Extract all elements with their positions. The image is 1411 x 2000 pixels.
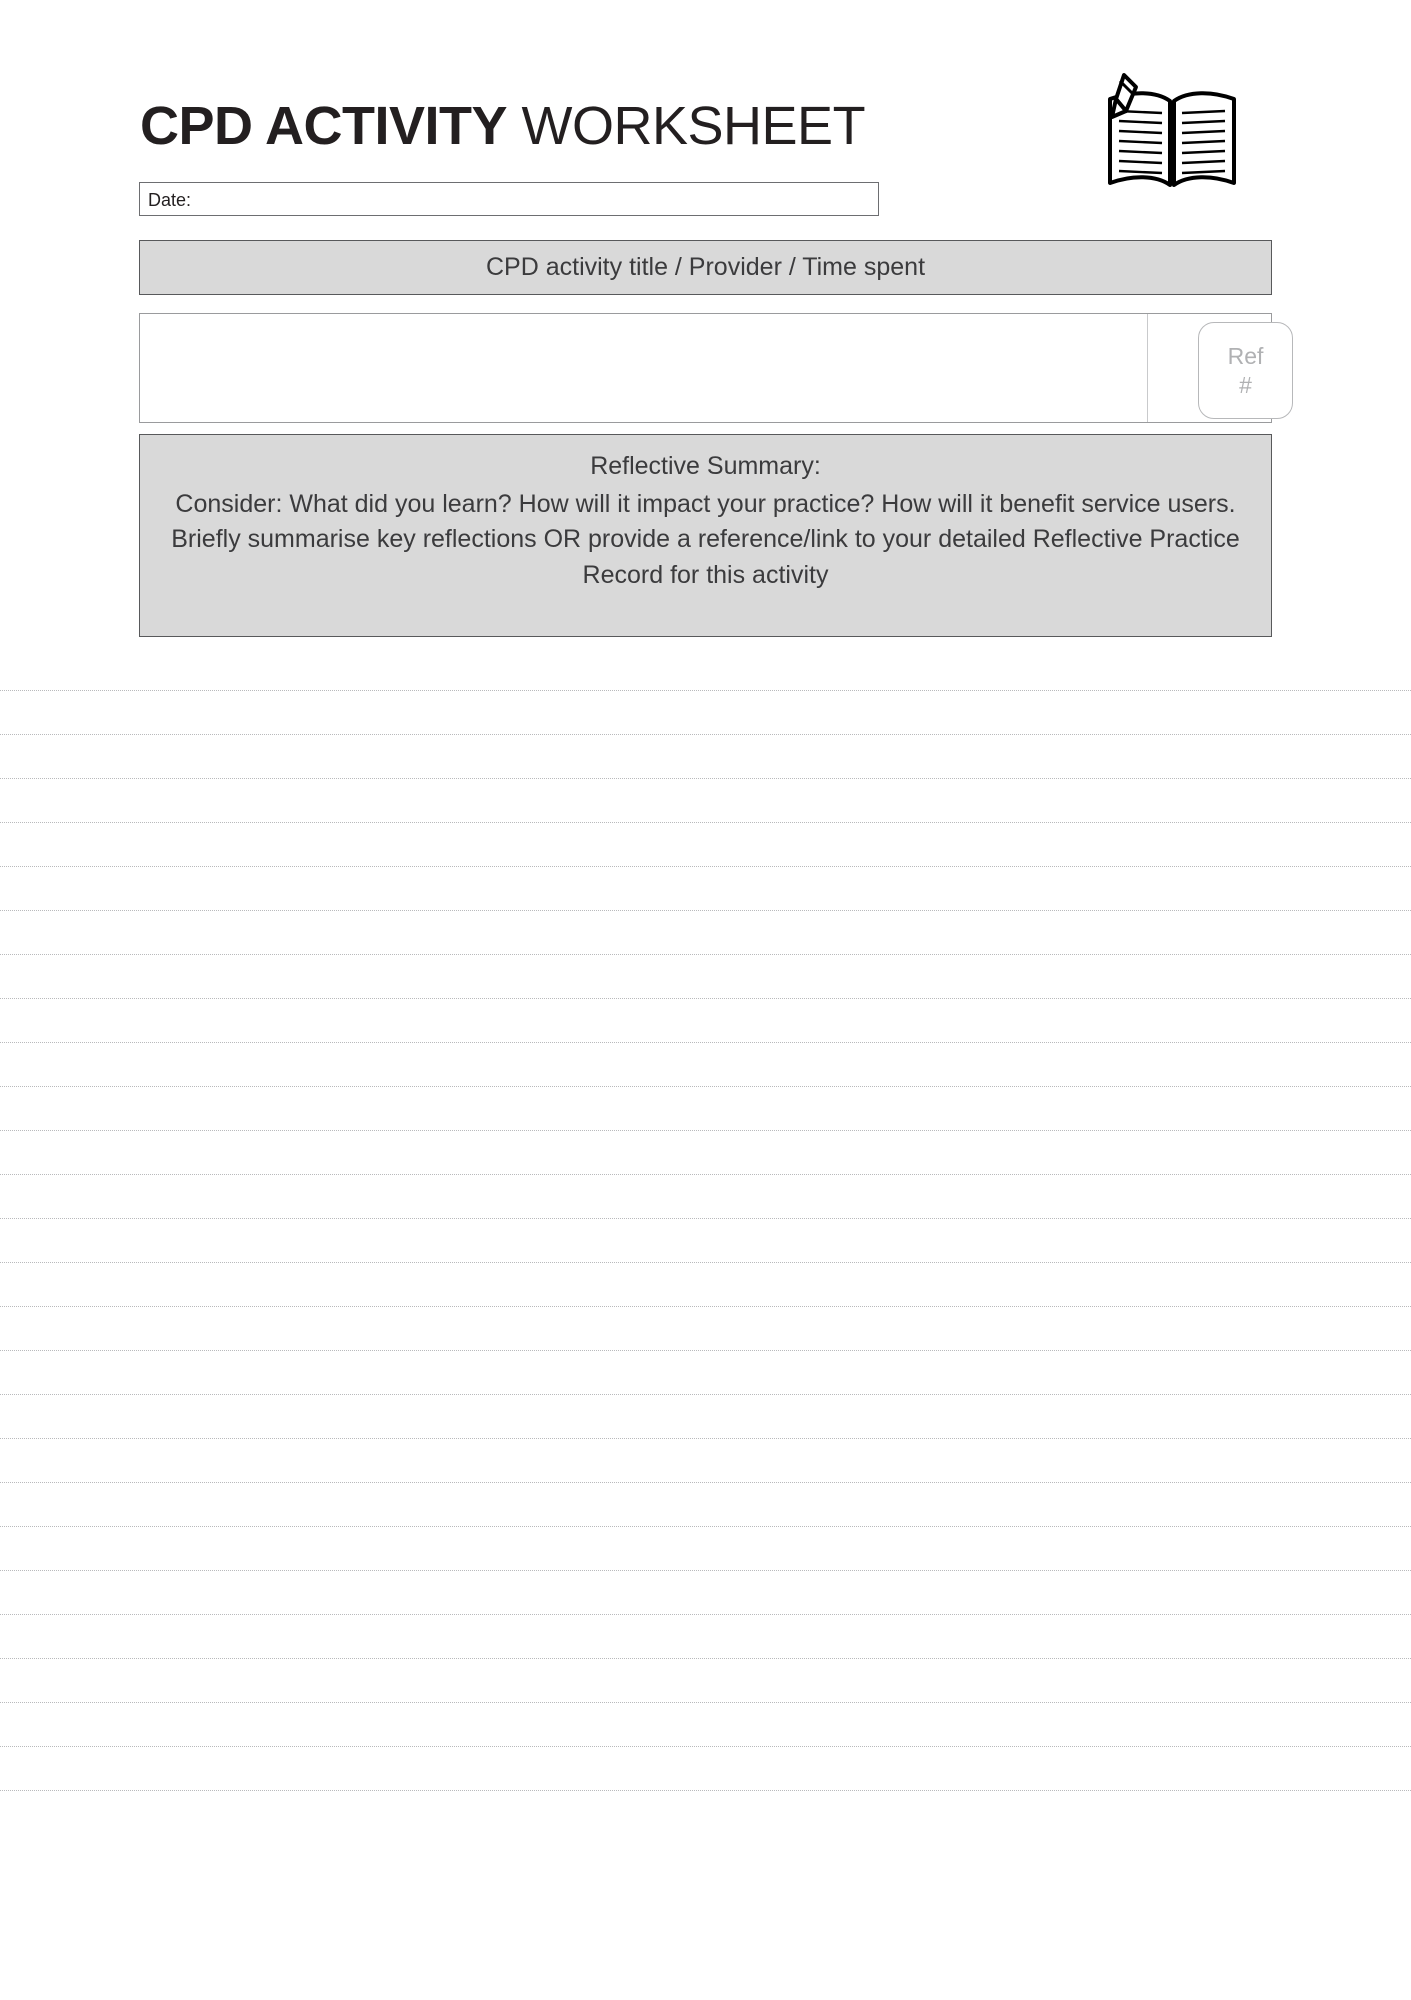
writing-line	[0, 1702, 1411, 1703]
writing-line	[0, 778, 1411, 779]
writing-lines-area[interactable]	[0, 690, 1411, 1830]
writing-line	[0, 954, 1411, 955]
writing-line	[0, 1174, 1411, 1175]
writing-line	[0, 1790, 1411, 1791]
entry-divider	[1147, 314, 1148, 422]
page-title-light: WORKSHEET	[507, 96, 866, 156]
writing-line	[0, 690, 1411, 691]
writing-line	[0, 1658, 1411, 1659]
ref-badge-line1: Ref	[1227, 342, 1264, 369]
writing-line	[0, 1482, 1411, 1483]
writing-line	[0, 1746, 1411, 1747]
date-label: Date:	[148, 190, 192, 210]
writing-line	[0, 1306, 1411, 1307]
open-book-with-pencil-icon	[1102, 69, 1242, 194]
writing-line	[0, 1438, 1411, 1439]
ref-badge-line2: #	[1239, 371, 1252, 398]
writing-line	[0, 910, 1411, 911]
writing-line	[0, 1042, 1411, 1043]
writing-line	[0, 1394, 1411, 1395]
page-title-bold: CPD ACTIVITY	[140, 96, 508, 156]
reflective-summary-block	[139, 434, 1272, 637]
writing-line	[0, 822, 1411, 823]
reflective-summary-body: Consider: What did you learn? How will it impact your practice? How will it benefit service users. Briefly summarise key reflections OR provide a reference/link to your detailed Reflective Practice Record for this activity	[171, 489, 1240, 589]
writing-line	[0, 1570, 1411, 1571]
writing-line	[0, 866, 1411, 867]
page-header	[140, 85, 1270, 195]
activity-entry-row[interactable]	[139, 313, 1272, 423]
writing-line	[0, 1218, 1411, 1219]
page-title	[140, 96, 866, 156]
ref-number-badge[interactable]	[1198, 322, 1293, 419]
activity-header-band	[139, 240, 1272, 295]
writing-line	[0, 1350, 1411, 1351]
writing-line	[0, 1262, 1411, 1263]
activity-header-label: CPD activity title / Provider / Time spent	[485, 253, 926, 281]
writing-line	[0, 1614, 1411, 1615]
writing-line	[0, 998, 1411, 999]
date-field[interactable]	[139, 182, 879, 216]
reflective-summary-heading: Reflective Summary:	[590, 452, 821, 480]
writing-line	[0, 1086, 1411, 1087]
writing-line	[0, 734, 1411, 735]
writing-line	[0, 1526, 1411, 1527]
writing-line	[0, 1130, 1411, 1131]
